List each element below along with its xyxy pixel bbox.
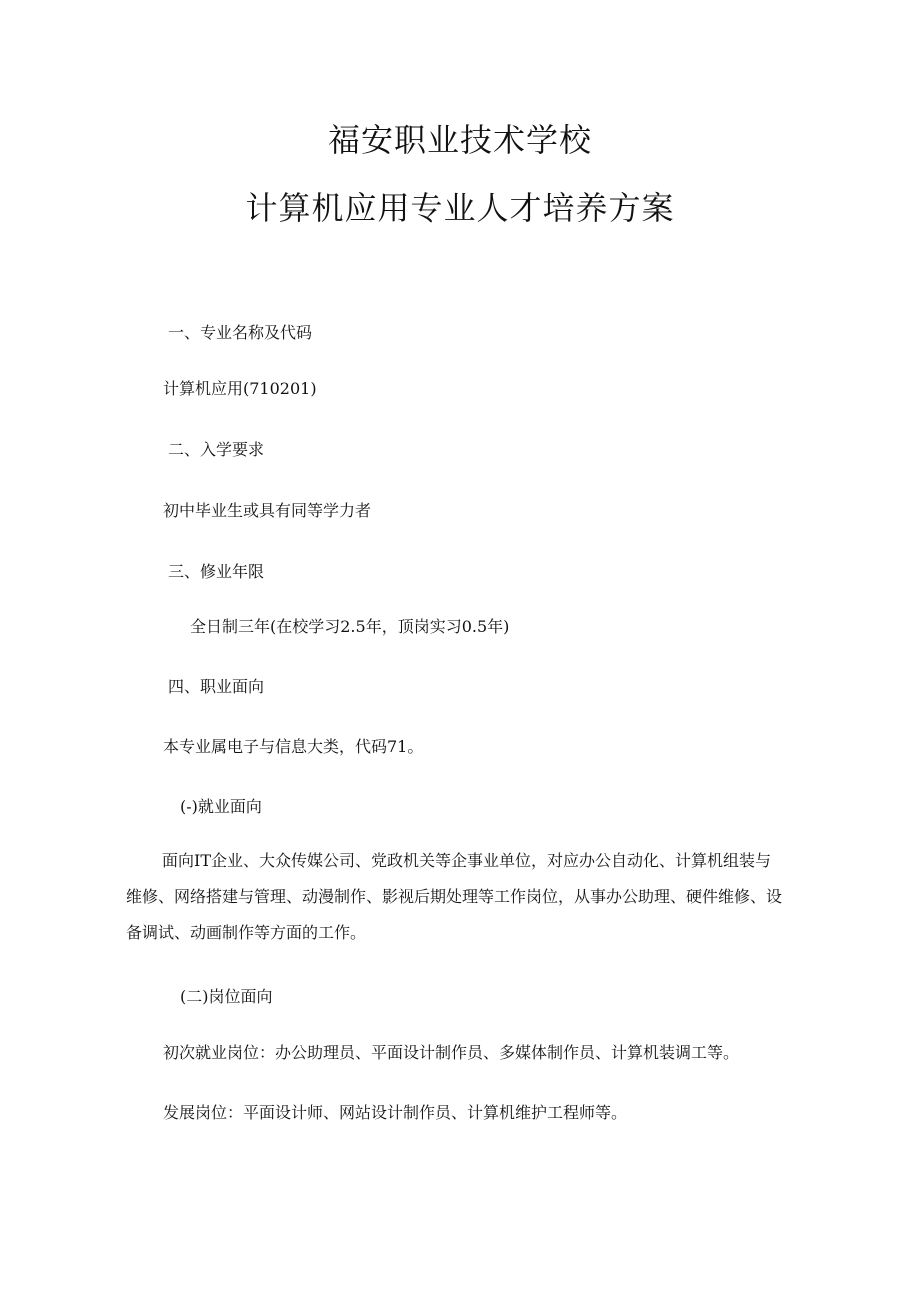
document-title: 福安职业技术学校	[327, 121, 592, 159]
initial-position-text: 初次就业岗位：办公助理员、平面设计制作员、多媒体制作员、计算机装调工等。	[163, 1043, 740, 1062]
document-subtitle: 计算机应用专业人才培养方案	[245, 189, 675, 227]
section-2-text: 初中毕业生或具有同等学力者	[163, 501, 372, 520]
section-4-heading: 四、职业面向	[168, 677, 265, 696]
section-2-heading: 二、入学要求	[168, 440, 265, 459]
subsection-employment-heading: (-)就业面向	[180, 797, 262, 816]
subsection-position-heading: (二)岗位面向	[180, 987, 273, 1006]
section-1-text: 计算机应用(710201)	[163, 379, 317, 398]
section-3-text: 全日制三年(在校学习2.5年，顶岗实习0.5年)	[190, 617, 510, 636]
section-3-heading: 三、修业年限	[168, 562, 265, 581]
section-4-text: 本专业属电子与信息大类，代码71。	[163, 737, 424, 756]
subsection-employment-text: 面向IT企业、大众传媒公司、党政机关等企事业单位，对应办公自动化、计算机组装与维修、网络搭建与管理、动漫制作、影视后期处理等工作岗位，从事办公助理、硬件维修、设备调试、动画制作等方面的工作。	[126, 851, 783, 942]
development-position-text: 发展岗位：平面设计师、网站设计制作员、计算机维护工程师等。	[163, 1103, 628, 1122]
section-1-heading: 一、专业名称及代码	[168, 323, 313, 342]
